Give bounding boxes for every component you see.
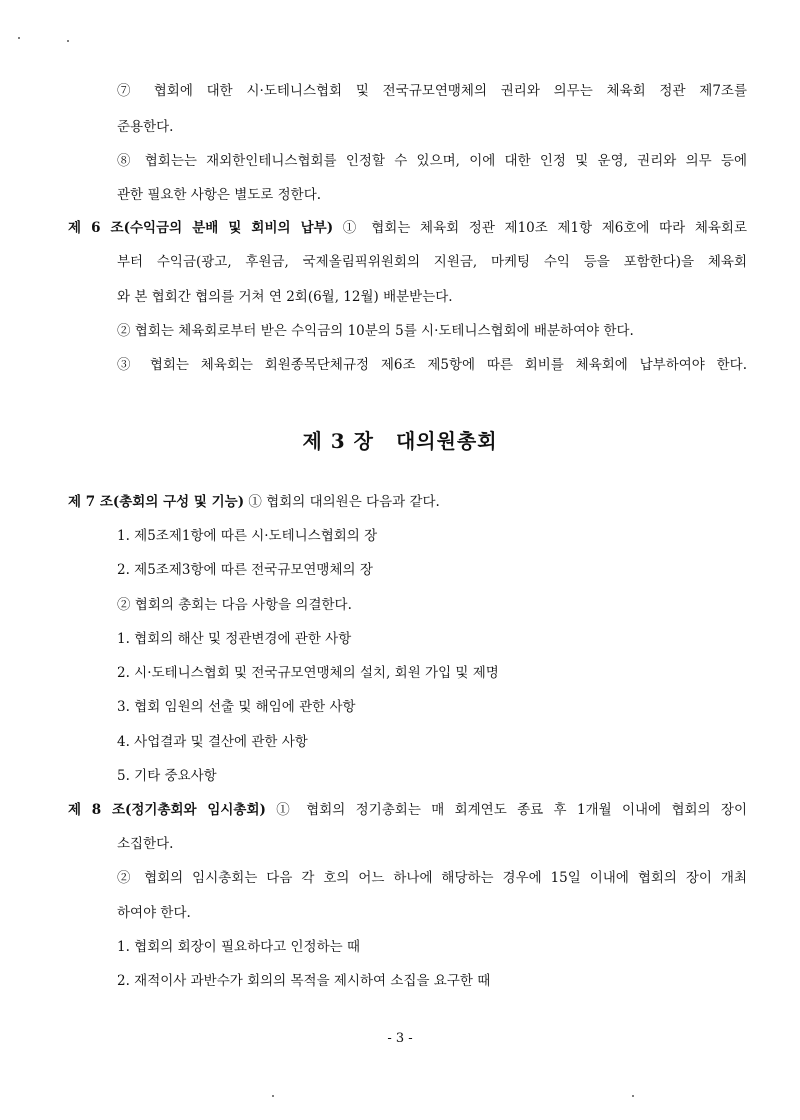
article-8-item-2: 2. 재적이사 과반수가 회의의 목적을 제시하여 소집을 요구한 때	[117, 973, 491, 989]
article-6-heading: 제 6 조(수익금의 분배 및 회비의 납부)	[68, 220, 334, 236]
article-7-sub-5: 5. 기타 중요사항	[117, 768, 217, 784]
chapter-3-heading	[0, 425, 800, 454]
article-7-clause-2: ② 협회의 총회는 다음 사항을 의결한다.	[117, 597, 352, 613]
para-7: ⑦ 협회에 대한 시·도테니스협회 및 전국규모연맹체의 권리와 의무는 체육회 정관 제7조를	[117, 83, 747, 99]
scan-speck	[632, 1095, 634, 1097]
scan-speck	[272, 1095, 274, 1097]
para-8: ⑧ 협회는는 재외한인테니스협회를 인정할 수 있으며, 이에 대한 인정 및 운영, 권리와 의무 등에	[117, 153, 747, 169]
article-8-item-1: 1. 협회의 회장이 필요하다고 인정하는 때	[117, 939, 360, 955]
article-7-sub-3: 3. 협회 임원의 선출 및 해임에 관한 사항	[117, 699, 356, 715]
article-6-clause-1: ① 협회는 체육회 정관 제10조 제1항 제6호에 따라 체육회로	[342, 220, 748, 236]
chapter-title: 대의원총회	[395, 429, 498, 453]
article-7-item-1: 1. 제5조제1항에 따른 시·도테니스협회의 장	[117, 528, 378, 544]
article-7-sub-4: 4. 사업결과 및 결산에 관한 사항	[117, 734, 308, 750]
article-8-clause-1-cont: 소집한다.	[117, 836, 174, 852]
article-8-clause-2: ② 협회의 임시총회는 다음 각 호의 어느 하나에 해당하는 경우에 15일 이내에 협회의 장이 개최	[117, 870, 747, 886]
article-7-item-2: 2. 제5조제3항에 따른 전국규모연맹체의 장	[117, 562, 373, 578]
article-7-clause-1: ① 협회의 대의원은 다음과 같다.	[248, 494, 440, 510]
article-6-first-line	[68, 219, 747, 237]
article-8-clause-1: ① 협회의 정기총회는 매 회계연도 종료 후 1개월 이내에 협회의 장이	[276, 802, 747, 818]
article-7-first-line	[68, 493, 440, 511]
article-8-heading: 제 8 조(정기총회와 임시총회)	[68, 802, 266, 818]
article-8-clause-2-cont: 하여야 한다.	[117, 905, 191, 921]
para-8-cont: 관한 필요한 사항은 별도로 정한다.	[117, 187, 322, 203]
article-6-clause-2: ② 협회는 체육회로부터 받은 수익금의 10분의 5를 시·도테니스협회에 배분하여야 한다.	[117, 323, 634, 339]
para-7-cont: 준용한다.	[117, 119, 174, 135]
article-6-clause-1-cont2: 와 본 협회간 협의를 거쳐 연 2회(6월, 12월) 배분받는다.	[117, 289, 453, 305]
article-7-heading: 제 7 조(총회의 구성 및 기능)	[68, 494, 245, 510]
scan-speck	[18, 37, 20, 39]
article-6-clause-3: ③ 협회는 체육회는 회원종목단체규정 제6조 제5항에 따른 회비를 체육회에 납부하여야 한다.	[117, 357, 747, 373]
page-number: - 3 -	[387, 1031, 413, 1046]
article-7-sub-1: 1. 협회의 해산 및 정관변경에 관한 사항	[117, 631, 352, 647]
scan-speck	[67, 40, 69, 42]
article-6-clause-1-cont: 부터 수익금(광고, 후원금, 국제올림픽위원회의 지원금, 마케팅 수익 등을 포함한다)을 체육회	[117, 254, 747, 270]
article-8-first-line	[68, 801, 747, 819]
chapter-number: 제 3 장	[302, 429, 374, 453]
article-7-sub-2: 2. 시·도테니스협회 및 전국규모연맹체의 설치, 회원 가입 및 제명	[117, 665, 499, 681]
